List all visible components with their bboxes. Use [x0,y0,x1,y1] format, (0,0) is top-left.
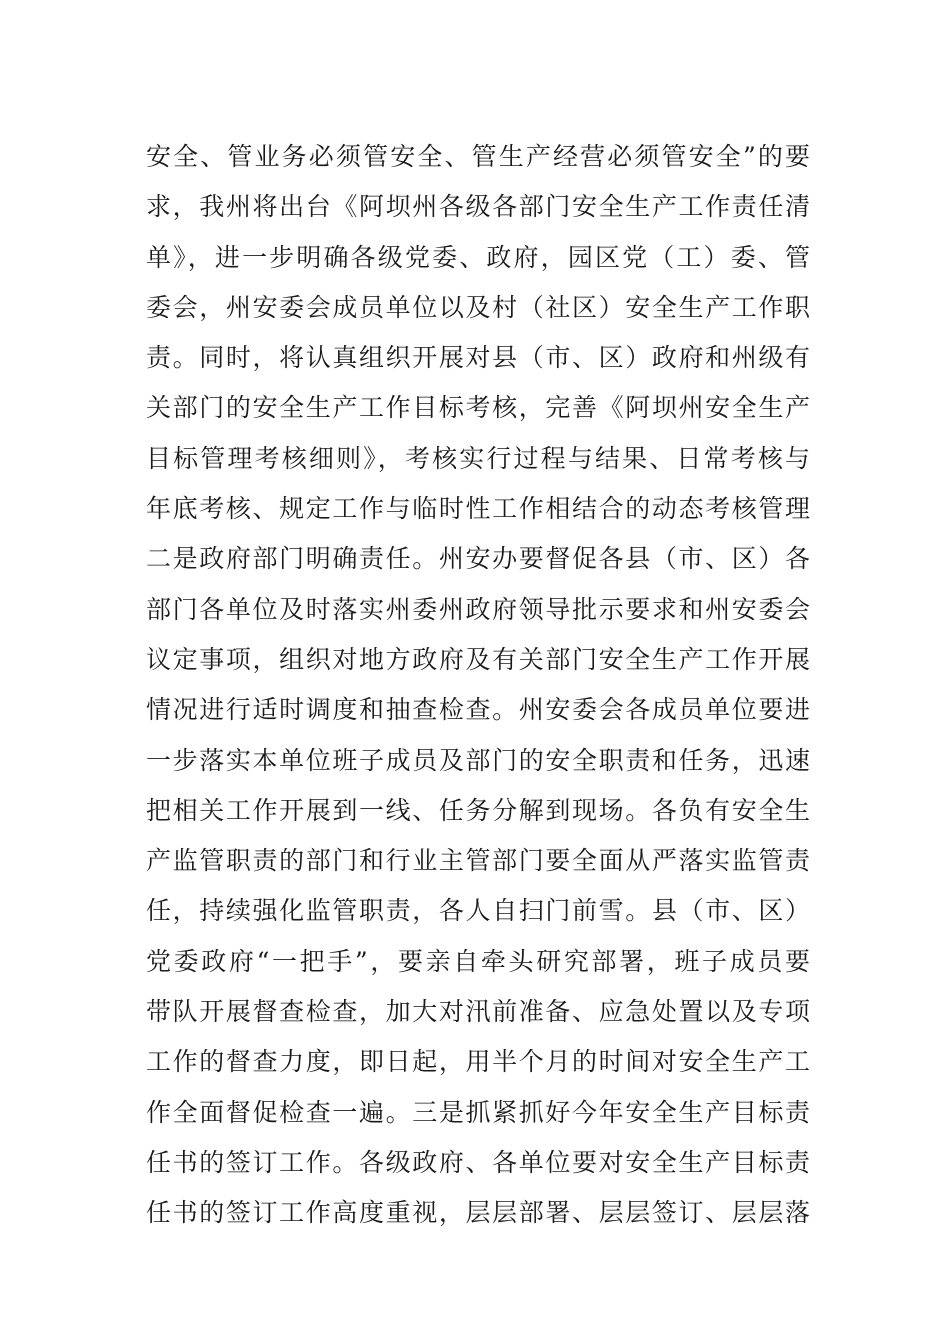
text-line: 部门各单位及时落实州委州政府领导批示要求和州安委会 [146,594,810,624]
text-line: 关部门的安全生产工作目标考核，完善《阿坝州安全生产 [146,393,810,423]
text-line: 任书的签订工作。各级政府、各单位要对安全生产目标责 [146,1147,810,1177]
text-line: 一步落实本单位班子成员及部门的安全职责和任务，迅速 [146,745,810,775]
text-line: 带队开展督查检查，加大对汛前准备、应急处置以及专项 [146,997,810,1027]
text-line: 议定事项，组织对地方政府及有关部门安全生产工作开展 [146,644,810,674]
text-line: 二是政府部门明确责任。州安办要督促各县（市、区）各 [146,544,810,574]
text-line: 求，我州将出台《阿坝州各级各部门安全生产工作责任清 [146,192,810,222]
text-line: 责。同时，将认真组织开展对县（市、区）政府和州级有 [146,343,810,373]
text-line: 作全面督促检查一遍。三是抓紧抓好今年安全生产目标责 [146,1097,810,1127]
text-line: 任书的签订工作高度重视，层层部署、层层签订、层层落 [146,1198,810,1228]
text-line: 工作的督查力度，即日起，用半个月的时间对安全生产工 [146,1047,810,1077]
text-line: 把相关工作开展到一线、任务分解到现场。各负有安全生 [146,795,810,825]
text-line: 党委政府“一把手”，要亲自牵头研究部署，班子成员要 [146,946,810,976]
text-line: 委会，州安委会成员单位以及村（社区）安全生产工作职 [146,292,810,322]
text-line: 安全、管业务必须管安全、管生产经营必须管安全”的要 [146,142,810,171]
text-line: 单》，进一步明确各级党委、政府，园区党（工）委、管 [146,242,810,272]
text-line: 目标管理考核细则》，考核实行过程与结果、日常考核与 [146,443,810,473]
text-line: 产监管职责的部门和行业主管部门要全面从严落实监管责 [146,846,810,876]
text-line: 情况进行适时调度和抽查检查。州安委会各成员单位要进 [146,695,810,725]
text-line: 年底考核、规定工作与临时性工作相结合的动态考核管理 [146,494,810,524]
body-text [146,132,810,1239]
text-line: 任，持续强化监管职责，各人自扫门前雪。县（市、区） [146,896,810,926]
